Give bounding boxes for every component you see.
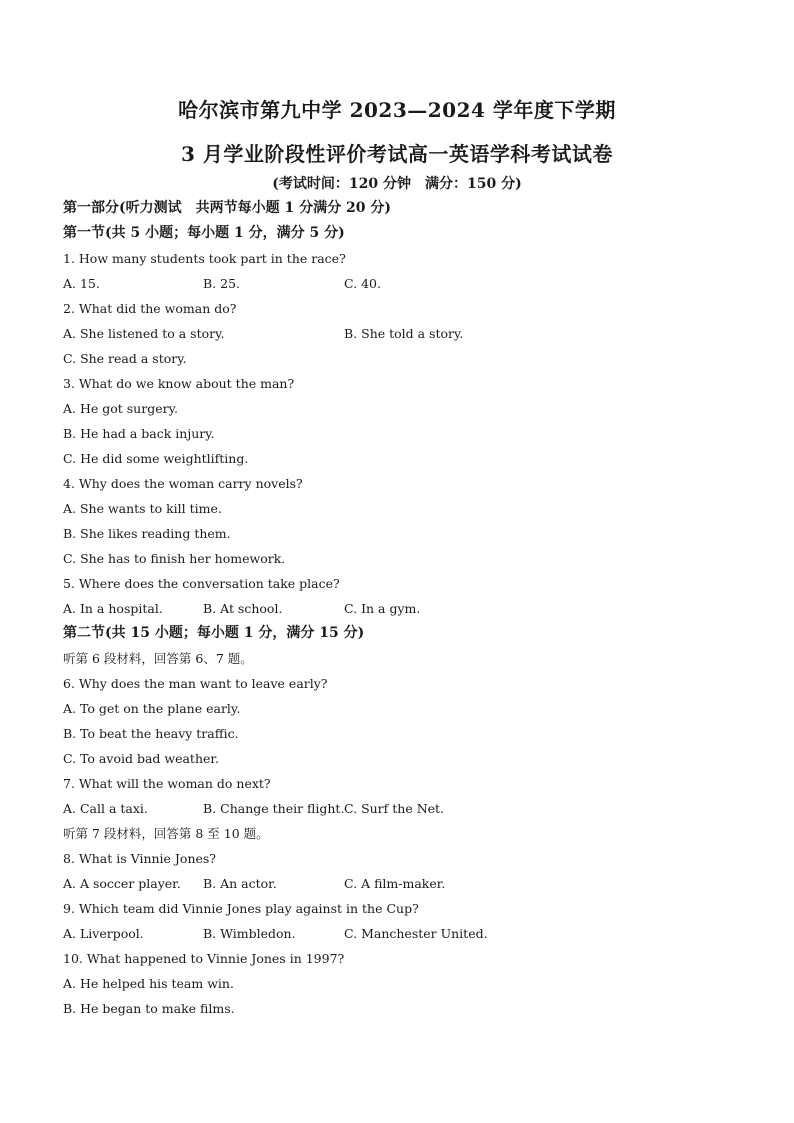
option-a: A. Liverpool.: [63, 926, 144, 941]
question-5: 5. Where does the conversation take place?: [63, 576, 340, 591]
option-b: B. He had a back injury.: [63, 426, 215, 441]
question-6: 6. Why does the man want to leave early?: [63, 676, 328, 691]
option-a: A. Call a taxi.: [63, 801, 148, 816]
option-a: A. He got surgery.: [63, 401, 178, 416]
question-8: 8. What is Vinnie Jones?: [63, 851, 217, 866]
option-b: B. Wimbledon.: [203, 926, 296, 941]
option-c: C. She read a story.: [63, 351, 187, 366]
option-b: B. To beat the heavy traffic.: [63, 726, 239, 741]
option-b: B. She told a story.: [344, 326, 464, 341]
option-b: B. He began to make films.: [63, 1001, 235, 1016]
passage-6-note: 听第 6 段材料，回答第 6、7 题。: [63, 651, 253, 666]
question-7-options: [63, 796, 743, 821]
exam-title-line2: 3 月学业阶段性评价考试高一英语学科考试试卷: [181, 142, 613, 166]
option-a: A. She wants to kill time.: [63, 501, 222, 516]
option-a: A. To get on the plane early.: [63, 701, 241, 716]
question-1: 1. How many students took part in the race?: [63, 251, 346, 266]
option-b: B. Change their flight.: [203, 801, 345, 816]
question-10: 10. What happened to Vinnie Jones in 1997?: [63, 951, 345, 966]
question-7: 7. What will the woman do next?: [63, 776, 271, 791]
option-c: C. To avoid bad weather.: [63, 751, 219, 766]
question-1-options: [63, 271, 743, 296]
option-c: C. A film-maker.: [344, 876, 446, 891]
question-5-options: [63, 596, 743, 621]
question-2: 2. What did the woman do?: [63, 301, 237, 316]
part1-heading: 第一部分(听力测试 共两节每小题 1 分满分 20 分): [63, 200, 391, 216]
option-c: C. Manchester United.: [344, 926, 488, 941]
option-c: C. Surf the Net.: [344, 801, 445, 816]
option-a: A. 15.: [63, 276, 100, 291]
question-2-options-row1: [63, 321, 743, 346]
section1-heading: 第一节(共 5 小题；每小题 1 分，满分 5 分): [63, 225, 345, 241]
option-a: A. In a hospital.: [63, 601, 163, 616]
option-a: A. She listened to a story.: [63, 326, 225, 341]
option-c: C. 40.: [344, 276, 381, 291]
option-b: B. An actor.: [203, 876, 277, 891]
option-b: B. At school.: [203, 601, 283, 616]
option-a: A. A soccer player.: [63, 876, 181, 891]
option-c: C. In a gym.: [344, 601, 421, 616]
question-3: 3. What do we know about the man?: [63, 376, 295, 391]
option-b: B. She likes reading them.: [63, 526, 231, 541]
section2-heading: 第二节(共 15 小题；每小题 1 分，满分 15 分): [63, 625, 365, 641]
exam-title-line1: 哈尔滨市第九中学 2023—2024 学年度下学期: [178, 98, 616, 122]
option-a: A. He helped his team win.: [63, 976, 234, 991]
question-9-options: [63, 921, 743, 946]
question-9: 9. Which team did Vinnie Jones play against in the Cup?: [63, 901, 419, 916]
exam-time-score-info: (考试时间：120 分钟 满分：150 分): [272, 176, 522, 192]
option-c: C. She has to finish her homework.: [63, 551, 286, 566]
exam-content: [63, 196, 743, 1021]
option-b: B. 25.: [203, 276, 241, 291]
question-4: 4. Why does the woman carry novels?: [63, 476, 303, 491]
option-c: C. He did some weightlifting.: [63, 451, 249, 466]
passage-7-note: 听第 7 段材料，回答第 8 至 10 题。: [63, 826, 269, 841]
question-8-options: [63, 871, 743, 896]
